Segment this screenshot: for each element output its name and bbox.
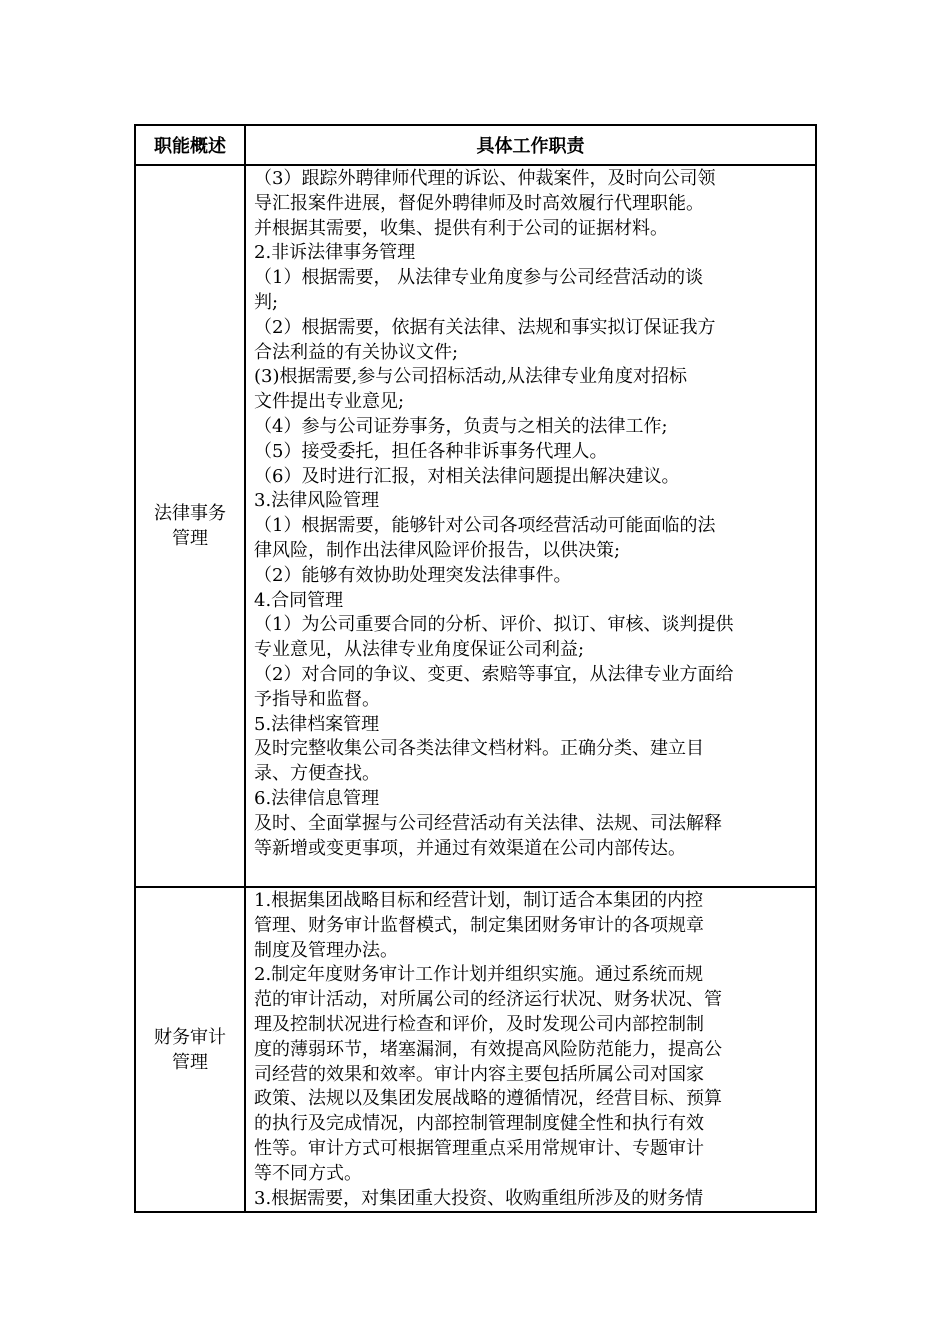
content-line: 2.非诉法律事务管理 [254, 242, 416, 264]
content-line: （3）跟踪外聘律师代理的诉讼、仲裁案件，及时向公司领 [254, 168, 716, 189]
content-line: 4.合同管理 [254, 589, 344, 611]
content-line: （2）根据需要，依据有关法律、法规和事实拟订保证我方 [254, 316, 716, 338]
content-line: 录、方便查找。 [254, 763, 380, 785]
content-line: 3.法律风险管理 [254, 490, 380, 512]
content-line: （5）接受委托，担任各种非诉事务代理人。 [254, 440, 608, 462]
content-line: 司经营的效果和效率。审计内容主要包括所属公司对国家 [254, 1063, 704, 1085]
content-line: 文件提出专业意见; [254, 391, 405, 413]
content-line: （1）为公司重要合同的分析、评价、拟订、审核、谈判提供 [254, 614, 734, 636]
content-line: 6.法律信息管理 [254, 787, 380, 809]
row-label-line: 法律事务 [154, 503, 226, 524]
row-label-line: 管理 [172, 1051, 208, 1073]
row-label-line: 管理 [172, 528, 208, 549]
content-line: 性等。审计方式可根据管理重点采用常规审计、专题审计 [254, 1137, 704, 1159]
row-label-legal-affairs [135, 165, 245, 887]
content-line: 1.根据集团战略目标和经营计划，制订适合本集团的内控 [254, 890, 704, 911]
content-line: 的执行及完成情况，内部控制管理制度健全性和执行有效 [254, 1113, 704, 1135]
content-line: （1）根据需要， 从法律专业角度参与公司经营活动的谈 [254, 267, 704, 289]
table-row-legal-affairs [135, 165, 816, 887]
content-line: 及时、全面掌握与公司经营活动有关法律、法规、司法解释 [254, 812, 722, 834]
row-content-financial-audit [245, 887, 816, 1212]
header-row [135, 125, 816, 165]
duties-table [134, 124, 817, 1213]
content-line: 合法利益的有关协议文件; [254, 341, 459, 363]
content-line: 导汇报案件进展，督促外聘律师及时高效履行代理职能。 [254, 192, 704, 214]
content-line: 2.制定年度财务审计工作计划并组织实施。通过系统而规 [254, 964, 704, 986]
content-line: 等不同方式。 [254, 1162, 362, 1184]
row-label-line: 财务审计 [154, 1026, 226, 1048]
content-line: 制度及管理办法。 [254, 939, 398, 961]
content-line: 专业意见，从法律专业角度保证公司利益; [254, 639, 585, 661]
content-line: 判; [254, 291, 279, 313]
content-line: （6）及时进行汇报，对相关法律问题提出解决建议。 [254, 465, 680, 487]
header-specific-duties: 具体工作职责 [245, 125, 816, 165]
content-line: （2）对合同的争议、变更、索赔等事宜，从法律专业方面给 [254, 663, 734, 685]
content-line: 并根据其需要，收集、提供有利于公司的证据材料。 [254, 217, 668, 239]
content-line: （1）根据需要，能够针对公司各项经营活动可能面临的法 [254, 515, 716, 537]
content-line: 5.法律档案管理 [254, 713, 380, 735]
content-line: 政策、法规以及集团发展战略的遵循情况，经营目标、预算 [254, 1088, 722, 1110]
table-row-financial-audit [135, 887, 816, 1212]
content-line: (3)根据需要,参与公司招标活动,从法律专业角度对招标 [254, 366, 687, 388]
content-line: 等新增或变更事项，并通过有效渠道在公司内部传达。 [254, 837, 686, 859]
content-line: 管理、财务审计监督模式，制定集团财务审计的各项规章 [254, 914, 704, 936]
content-line: 3.根据需要，对集团重大投资、收购重组所涉及的财务情 [254, 1187, 704, 1209]
header-function-overview: 职能概述 [135, 125, 245, 165]
row-content-legal-affairs [245, 165, 816, 887]
content-line: 律风险，制作出法律风险评价报告，以供决策; [254, 539, 621, 561]
content-line: （4）参与公司证券事务，负责与之相关的法律工作; [254, 415, 668, 437]
content-line: 予指导和监督。 [254, 688, 380, 710]
row-label-financial-audit [135, 887, 245, 1212]
content-line: 及时完整收集公司各类法律文档材料。正确分类、建立目 [254, 738, 704, 760]
content-line: 度的薄弱环节，堵塞漏洞，有效提高风险防范能力，提高公 [254, 1038, 722, 1060]
content-line: 范的审计活动，对所属公司的经济运行状况、财务状况、管 [254, 989, 722, 1011]
content-line: （2）能够有效协助处理突发法律事件。 [254, 564, 572, 586]
content-line: 理及控制状况进行检查和评价，及时发现公司内部控制制 [254, 1013, 704, 1035]
